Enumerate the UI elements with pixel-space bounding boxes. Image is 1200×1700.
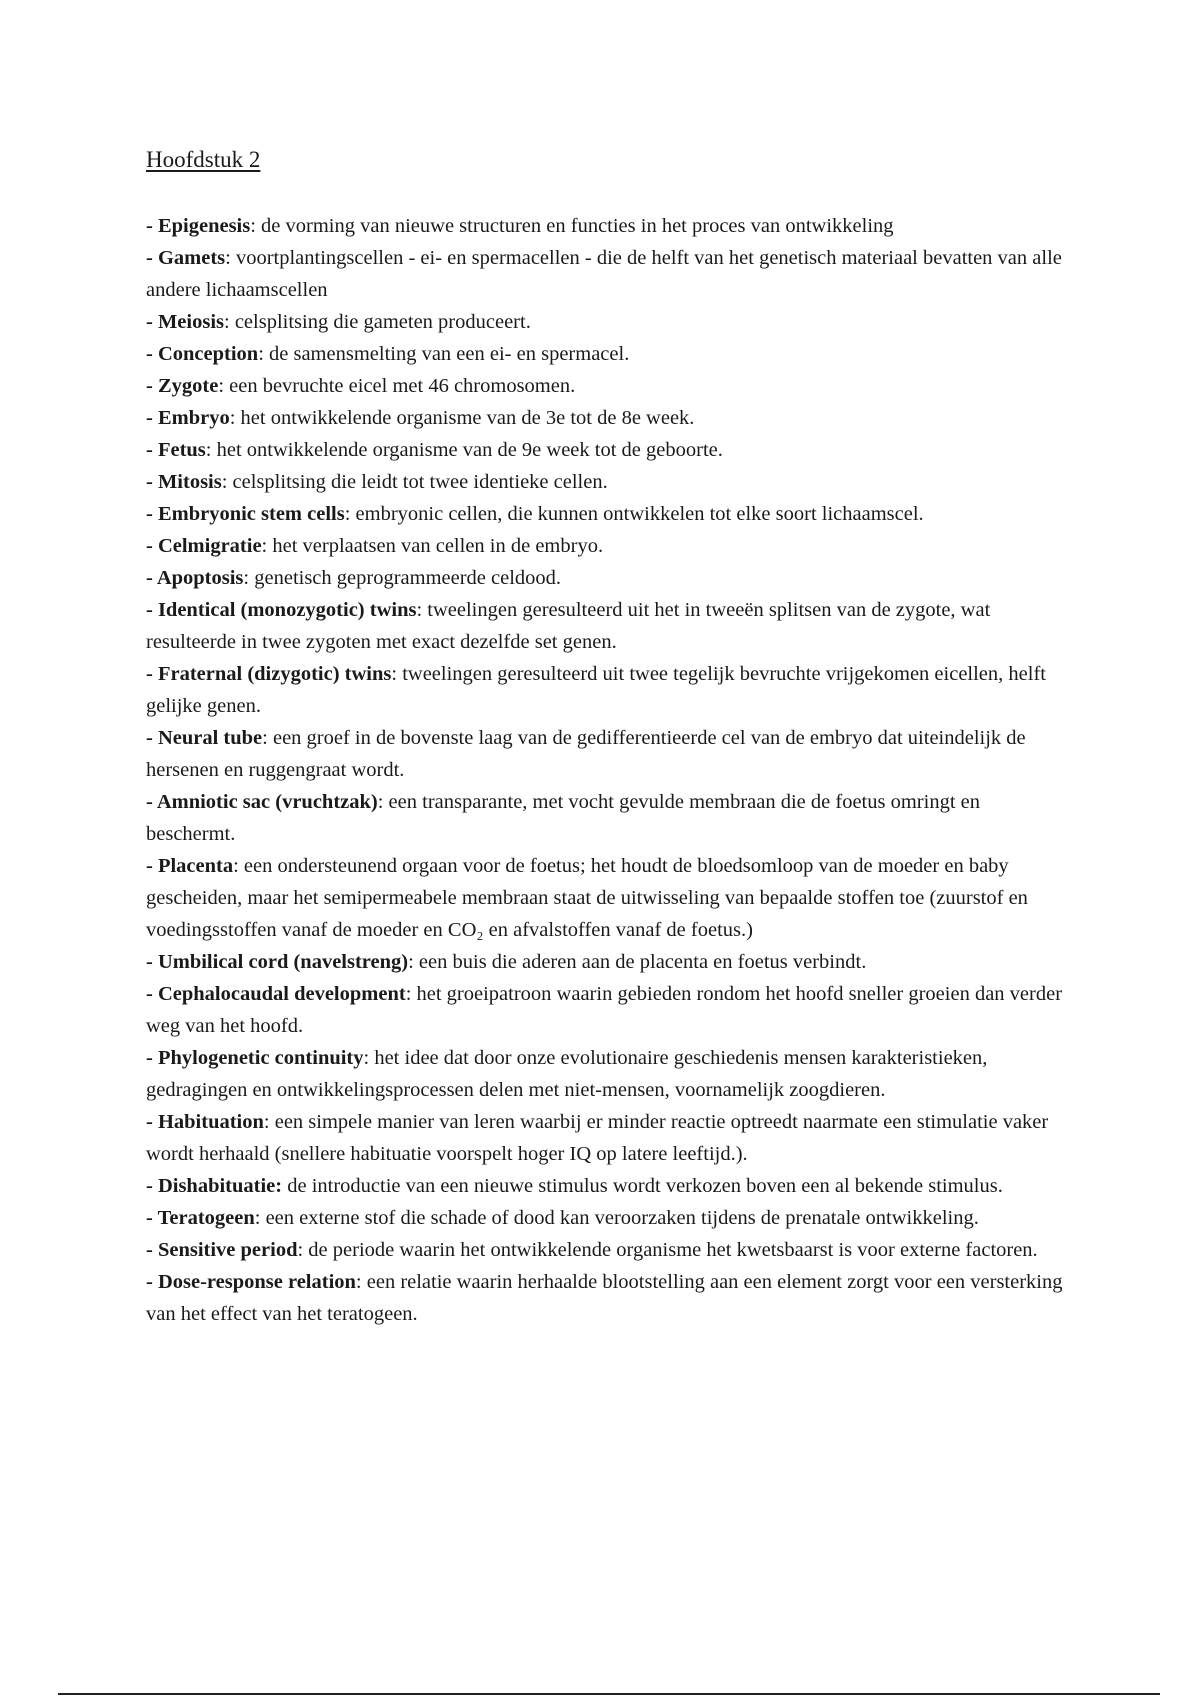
entry-term: - Embryonic stem cells (146, 503, 345, 525)
entry-term: - Meiosis (146, 311, 224, 333)
entry-definition: : het verplaatsen van cellen in de embryo. (261, 535, 604, 557)
entry-term: - Sensitive period (146, 1239, 298, 1261)
glossary-entry (146, 530, 1066, 562)
entry-term: - Zygote (146, 375, 219, 397)
entry-definition: : genetisch geprogrammeerde celdood. (243, 567, 562, 589)
entry-term: - Embryo (146, 407, 230, 429)
glossary-entry (146, 210, 1066, 242)
entry-definition: : een bevruchte eicel met 46 chromosomen. (218, 375, 576, 397)
glossary-entry (146, 850, 1066, 946)
glossary-entry (146, 722, 1066, 786)
entry-term: - Identical (monozygotic) twins (146, 599, 417, 621)
entry-term: - Conception (146, 343, 259, 365)
entry-definition: : een ondersteunend orgaan voor de foetus; het houdt de bloedsomloop van de moeder en baby gescheiden, maar het semipermeabele membraan staat de uitwisseling van bepaalde stoffen toe (zuurstof en voedingsstoffen vanaf de moeder en CO₂ en afvalstoffen vanaf de foetus.) (146, 855, 1028, 941)
entry-definition: : een simpele manier van leren waarbij er minder reactie optreedt naarmate een stimulatie vaker wordt herhaald (snellere habituatie voorspelt hoger IQ op latere leeftijd.). (146, 1111, 1049, 1165)
entry-term: - Teratogeen (146, 1207, 255, 1229)
glossary-entry (146, 594, 1066, 658)
entry-term: - Fraternal (dizygotic) twins (146, 663, 392, 685)
entry-term: - Umbilical cord (navelstreng) (146, 951, 409, 973)
document-page (146, 144, 1066, 1330)
entry-term: - Cephalocaudal development (146, 983, 406, 1005)
entry-term: - Mitosis (146, 471, 222, 493)
entry-term: - Habituation (146, 1111, 264, 1133)
glossary-entry (146, 338, 1066, 370)
entry-definition: : tweelingen geresulteerd uit twee tegelijk bevruchte vrijgekomen eicellen, helft gelijke genen. (146, 663, 1046, 717)
entry-definition: : celsplitsing die gameten produceert. (224, 311, 531, 333)
entry-definition: : een transparante, met vocht gevulde membraan die de foetus omringt en beschermt. (146, 791, 980, 845)
entry-definition: : voortplantingscellen - ei- en spermacellen - die de helft van het genetisch materiaal bevatten van alle andere lichaamscellen (146, 247, 1062, 301)
glossary-entry (146, 242, 1066, 306)
glossary-entry (146, 1042, 1066, 1106)
glossary-entry (146, 658, 1066, 722)
chapter-heading: Hoofdstuk 2 (146, 147, 261, 172)
glossary-entry (146, 786, 1066, 850)
entry-definition: : het groeipatroon waarin gebieden rondom het hoofd sneller groeien dan verder weg van het hoofd. (146, 983, 1063, 1037)
glossary-entry (146, 498, 1066, 530)
glossary-entry (146, 434, 1066, 466)
glossary-entry (146, 1202, 1066, 1234)
footer-divider (58, 1693, 1160, 1695)
glossary-entry (146, 562, 1066, 594)
glossary-entry (146, 402, 1066, 434)
glossary-entry (146, 978, 1066, 1042)
entry-definition: : een buis die aderen aan de placenta en foetus verbindt. (408, 951, 867, 973)
entry-term: - Celmigratie (146, 535, 262, 557)
entry-definition: : embryonic cellen, die kunnen ontwikkelen tot elke soort lichaamscel. (344, 503, 924, 525)
entry-term: - Neural tube (146, 727, 263, 749)
entry-term: - Gamets (146, 247, 226, 269)
glossary-entry (146, 946, 1066, 978)
glossary-entry (146, 1234, 1066, 1266)
glossary-entry (146, 1170, 1066, 1202)
entry-term: - Phylogenetic continuity (146, 1047, 364, 1069)
entry-term: - Fetus (146, 439, 206, 461)
entry-definition: : een externe stof die schade of dood kan veroorzaken tijdens de prenatale ontwikkeling. (254, 1207, 979, 1229)
glossary-entry (146, 466, 1066, 498)
entry-definition: : de vorming van nieuwe structuren en functies in het proces van ontwikkeling (250, 215, 894, 237)
glossary-entry (146, 370, 1066, 402)
entry-term: - Dose-response relation (146, 1271, 356, 1293)
glossary-entry (146, 1266, 1066, 1330)
glossary-entry (146, 1106, 1066, 1170)
entry-term: - Amniotic sac (vruchtzak) (146, 791, 378, 813)
entry-definition: : het ontwikkelende organisme van de 3e tot de 8e week. (229, 407, 695, 429)
entry-definition: : het idee dat door onze evolutionaire geschiedenis mensen karakteristieken, gedragingen en ontwikkelingsprocessen delen met niet-mensen, voornamelijk zoogdieren. (146, 1047, 988, 1101)
entry-term: - Epigenesis (146, 215, 251, 237)
glossary-list (146, 210, 1066, 1330)
entry-term: - Placenta (146, 855, 234, 877)
glossary-entry (146, 306, 1066, 338)
entry-term: - Apoptosis (146, 567, 244, 589)
entry-definition: : een groef in de bovenste laag van de gedifferentieerde cel van de embryo dat uiteindelijk de hersenen en ruggengraat wordt. (146, 727, 1026, 781)
entry-definition: : de periode waarin het ontwikkelende organisme het kwetsbaarst is voor externe factoren. (297, 1239, 1038, 1261)
entry-definition: : celsplitsing die leidt tot twee identieke cellen. (221, 471, 608, 493)
entry-term: - Dishabituatie: (146, 1175, 283, 1197)
entry-definition: : een relatie waarin herhaalde blootstelling aan een element zorgt voor een versterking van het effect van het teratogeen. (146, 1271, 1063, 1325)
entry-definition: : tweelingen geresulteerd uit het in tweeën splitsen van de zygote, wat resulteerde in twee zygoten met exact dezelfde set genen. (146, 599, 991, 653)
entry-definition: : de samensmelting van een ei- en spermacel. (258, 343, 630, 365)
entry-definition: : het ontwikkelende organisme van de 9e week tot de geboorte. (205, 439, 723, 461)
entry-definition: de introductie van een nieuwe stimulus wordt verkozen boven een al bekende stimulus. (282, 1175, 1003, 1197)
